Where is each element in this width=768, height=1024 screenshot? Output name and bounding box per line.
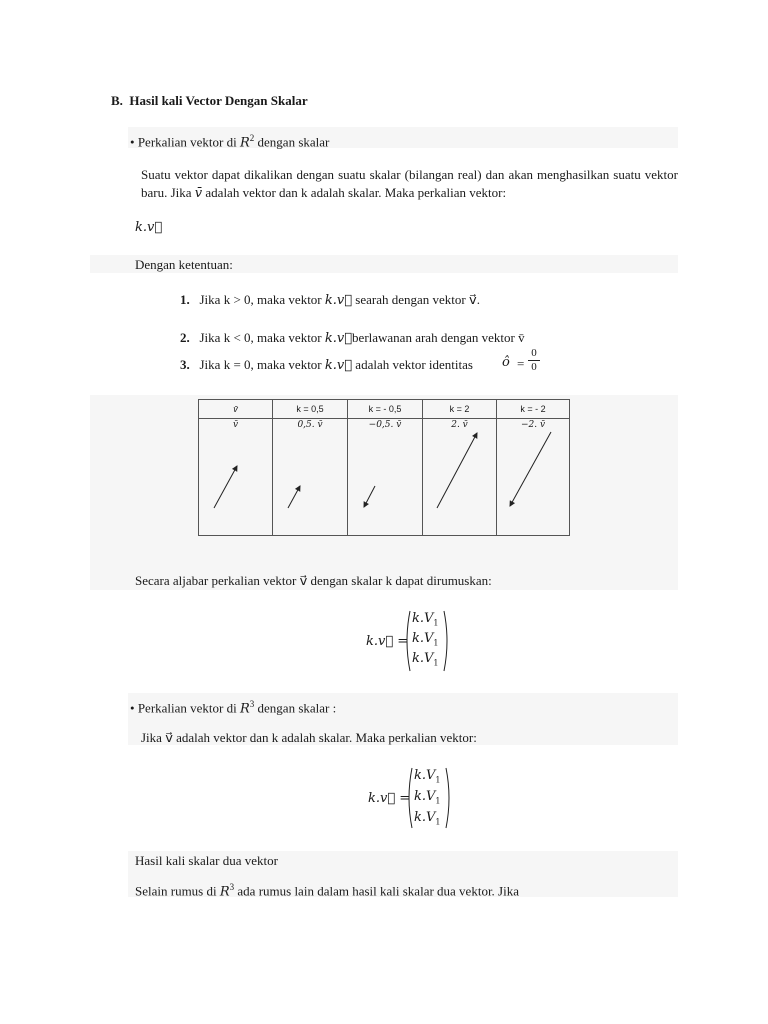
kv-expression: k.v⃗: [135, 220, 163, 235]
bullet-icon: •: [130, 700, 135, 716]
rule-item: [180, 291, 480, 310]
rule-number: 3.: [180, 357, 190, 372]
r2-paragraph: [141, 166, 678, 203]
rule-number: 1.: [180, 292, 190, 307]
r3-paragraph: Jika v⃗ adalah vektor dan k adalah skalar. Maka perkalian vektor:: [141, 730, 477, 745]
r3-bullet-item: [130, 695, 336, 718]
rule-expr: k.v⃗: [324, 358, 353, 373]
bullet-icon: •: [130, 134, 135, 150]
matrix-subscript: 1: [433, 658, 439, 668]
table-subheader: −2. v̄: [520, 420, 546, 430]
table-header: k = - 2: [520, 404, 546, 414]
fraction-numerator: 0: [531, 347, 537, 359]
rule-rest: berlawanan arah dengan vektor v̄: [352, 330, 525, 345]
vector-arrows-figure: [199, 400, 569, 535]
r3-label-pre: Perkalian vektor di: [137, 700, 240, 716]
zero-fraction: [528, 347, 540, 374]
vector-scaling-table: [198, 399, 570, 536]
r3-label-post: dengan skalar :: [254, 700, 337, 716]
rule-rest: searah dengan vektor v⃗.: [352, 292, 480, 307]
equals-sign: =: [517, 356, 525, 371]
matrix-subscript: 1: [435, 796, 441, 806]
v-symbol: v̄: [194, 186, 203, 201]
rule-expr: k.v⃗: [324, 331, 353, 346]
matrix-entry: k.V: [412, 651, 434, 666]
rule-rest: adalah vektor identitas: [352, 357, 473, 372]
rule-item: [180, 356, 473, 375]
matrix-subscript: 1: [433, 618, 439, 628]
dot-exponent: 3: [229, 882, 235, 892]
table-header: k = - 0,5: [368, 404, 402, 414]
vector-arrow-neg-double: [510, 432, 551, 506]
r2-paragraph-rest: adalah vektor dan k adalah skalar. Maka perkalian vektor:: [202, 185, 507, 200]
r2-space: R: [239, 135, 250, 151]
matrix-row: [412, 649, 439, 674]
table-subheader: v̄: [232, 420, 239, 430]
dot-product-title: Hasil kali skalar dua vektor: [135, 853, 278, 868]
dot-text-pre: Selain rumus di: [135, 883, 220, 899]
r2-label-pre: Perkalian vektor di: [137, 134, 240, 150]
table-subheader: 0,5. v̄: [297, 420, 323, 430]
matrix-entry: k.V: [414, 789, 436, 804]
zero-vector-symbol: ô: [502, 355, 510, 370]
vector-arrow-original: [214, 466, 237, 508]
r2-label-post: dengan skalar: [254, 134, 330, 150]
matrix-entry: k.V: [414, 768, 436, 783]
r3-exponent: 3: [249, 699, 255, 709]
table-header: k = 0,5: [296, 404, 324, 414]
vector-arrow-neg-half: [364, 486, 375, 507]
matrix-subscript: 1: [435, 817, 441, 827]
formula-lhs: k.v⃗ =: [368, 791, 411, 806]
table-subheader: −0,5. v̄: [368, 420, 402, 430]
ketentuan-label: Dengan ketentuan:: [135, 257, 233, 272]
aljabar-text: Secara aljabar perkalian vektor v⃗ dengan skalar k dapat dirumuskan:: [135, 573, 492, 588]
r2-bullet-item: [130, 129, 329, 152]
rule-text: Jika k < 0, maka vektor: [199, 330, 325, 345]
table-header: k = 2: [449, 404, 470, 414]
dot-product-text: [135, 878, 519, 901]
dot-space: R: [219, 884, 230, 900]
table-header: v̄: [233, 404, 238, 414]
table-subheader: 2. v̄: [451, 420, 468, 430]
r3-space: R: [239, 701, 250, 717]
rule-expr: k.v⃗: [324, 293, 353, 308]
rule-item: [180, 329, 525, 348]
r2-paragraph-text: Suatu vektor dapat dikalikan dengan suatu skalar (bilangan real) dan akan menghasilkan suatu vektor baru. Jika: [141, 167, 678, 200]
section-heading: [111, 92, 308, 110]
matrix-entry: k.V: [412, 631, 434, 646]
rule-text: Jika k = 0, maka vektor: [199, 357, 325, 372]
vector-arrow-half: [288, 486, 300, 508]
r2-exponent: 2: [249, 133, 255, 143]
matrix-entry: k.V: [412, 611, 434, 626]
rule-text: Jika k > 0, maka vektor: [199, 292, 325, 307]
fraction-denominator: 0: [528, 360, 540, 374]
section-number: B.: [111, 93, 123, 108]
matrix-row: [414, 808, 441, 833]
matrix-entry: k.V: [414, 810, 436, 825]
rule-number: 2.: [180, 330, 190, 345]
formula-lhs: k.v⃗ =: [366, 634, 409, 649]
section-title: Hasil kali Vector Dengan Skalar: [129, 93, 308, 108]
matrix-subscript: 1: [433, 638, 439, 648]
dot-text-post: ada rumus lain dalam hasil kali skalar dua vektor. Jika: [234, 883, 519, 899]
matrix-subscript: 1: [435, 775, 441, 785]
vector-arrow-double: [437, 433, 477, 508]
